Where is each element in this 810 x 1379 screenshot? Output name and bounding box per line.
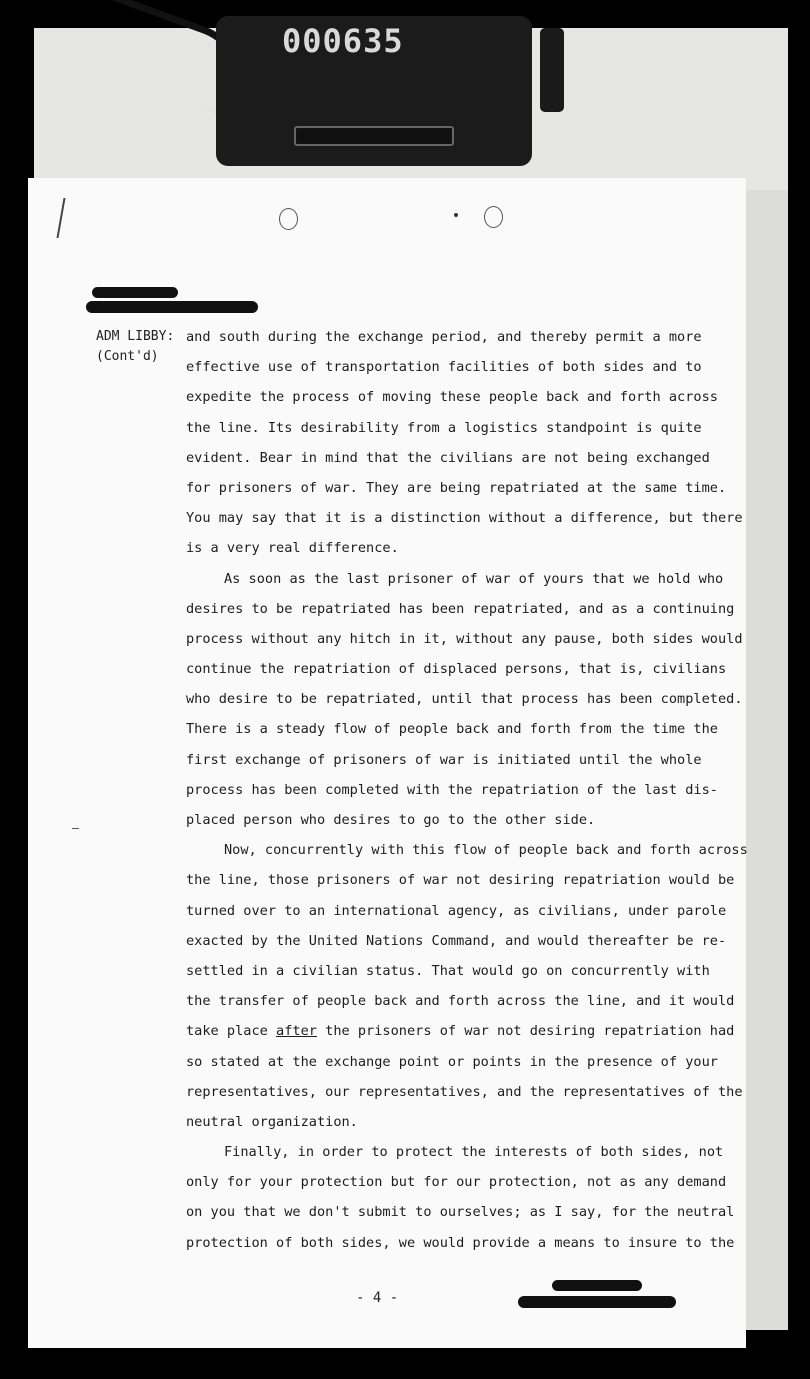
text-line: so stated at the exchange point or points in the presence of your: [186, 1053, 718, 1070]
text-line: You may say that it is a distinction without a difference, but there: [186, 510, 743, 527]
text-line: on you that we don't submit to ourselves; as I say, for the neutral: [186, 1204, 735, 1221]
text-line: process without any hitch in it, without any pause, both sides would: [186, 630, 743, 647]
text-line: representatives, our representatives, and the representatives of the: [186, 1083, 743, 1100]
text-line: the line. Its desirability from a logistics standpoint is quite: [186, 419, 702, 436]
text-line: for prisoners of war. They are being repatriated at the same time.: [186, 479, 727, 496]
margin-tick: [72, 828, 79, 829]
page-number: - 4 -: [356, 1290, 399, 1306]
text-line: is a very real difference.: [186, 540, 399, 557]
counter-slot: [294, 126, 454, 146]
text-line: desires to be repatriated has been repatriated, and as a continuing: [186, 600, 735, 617]
page-edge-strip: [746, 190, 788, 1330]
underlined-word: after: [276, 1023, 317, 1040]
text-line: the transfer of people back and forth across the line, and it would: [186, 993, 735, 1010]
paragraph-start-line: As soon as the last prisoner of war of yours that we hold who: [224, 570, 724, 587]
redaction-bar-top-2: [86, 301, 258, 313]
text-line: neutral organization.: [186, 1113, 358, 1130]
speaker-label: [96, 327, 174, 367]
transcript-body: [186, 322, 748, 1258]
redaction-bar-bottom-2: [518, 1296, 676, 1308]
paragraph-start-line: Now, concurrently with this flow of people back and forth across: [224, 842, 748, 859]
punch-hole-left: [279, 208, 298, 230]
page-dot: [454, 213, 458, 217]
punch-hole-right: [484, 206, 503, 228]
text-line: first exchange of prisoners of war is initiated until the whole: [186, 751, 702, 768]
text-line: settled in a civilian status. That would go on concurrently with: [186, 962, 710, 979]
text-line: and south during the exchange period, and thereby permit a more: [186, 329, 702, 345]
text-segment: the prisoners of war not desiring repatriation had: [325, 1023, 735, 1040]
text-line: [186, 1016, 735, 1046]
text-line: There is a steady flow of people back and forth from the time the: [186, 721, 718, 738]
text-line: only for your protection but for our protection, not as any demand: [186, 1174, 727, 1191]
paragraph-start-line: Finally, in order to protect the interests of both sides, not: [224, 1144, 724, 1161]
counter-post: [540, 28, 564, 112]
text-line: evident. Bear in mind that the civilians are not being exchanged: [186, 449, 710, 466]
frame-counter-number: 000635: [282, 22, 404, 60]
text-line: effective use of transportation facilities of both sides and to: [186, 359, 702, 376]
text-line: exacted by the United Nations Command, and would thereafter be re-: [186, 932, 727, 949]
text-line: process has been completed with the repatriation of the last dis-: [186, 781, 718, 798]
redaction-bar-bottom-1: [552, 1280, 642, 1291]
text-segment: take place: [186, 1023, 268, 1040]
text-line: who desire to be repatriated, until that process has been completed.: [186, 691, 743, 708]
text-line: protection of both sides, we would provide a means to insure to the: [186, 1234, 735, 1251]
text-line: the line, those prisoners of war not desiring repatriation would be: [186, 872, 735, 889]
text-line: turned over to an international agency, as civilians, under parole: [186, 902, 727, 919]
text-line: placed person who desires to go to the other side.: [186, 812, 596, 828]
text-line: continue the repatriation of displaced persons, that is, civilians: [186, 661, 727, 678]
redaction-bar-top-1: [92, 287, 178, 298]
speaker-name: ADM LIBBY:: [96, 329, 175, 344]
continued-label: (Cont'd): [96, 349, 159, 364]
text-line: expedite the process of moving these people back and forth across: [186, 389, 718, 406]
